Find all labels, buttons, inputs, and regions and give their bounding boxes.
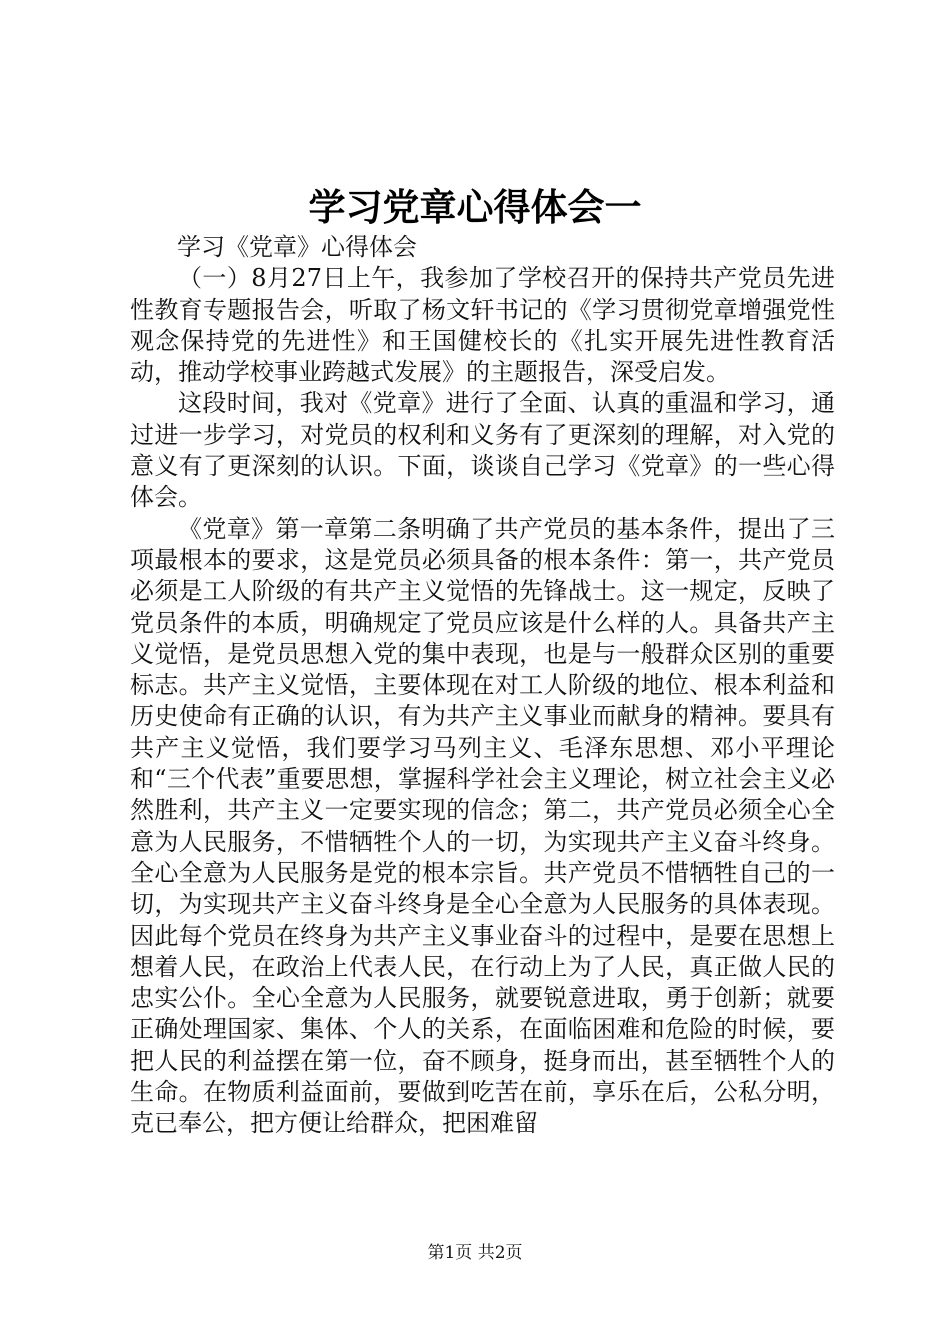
paragraph-3: 《党章》第一章第二条明确了共产党员的基本条件，提出了三项最根本的要求，这是党员必须具备的根本条件：第一，共产党员必须是工人阶级的有共产主义觉悟的先锋战士。这一规定，反映了党员条件的本质，明确规定了党员应该是什么样的人。具备共产主义觉悟，是党员思想入党的集中表现，也是与一般群众区别的重要标志。共产主义觉悟，主要体现在对工人阶级的地位、根本利益和历史使命有正确的认识，有为共产主义事业而献身的精神。要具有共产主义觉悟，我们要学习马列主义、毛泽东思想、邓小平理论和“三个代表”重要思想，掌握科学社会主义理论，树立社会主义必然胜利，共产主义一定要实现的信念；第二，共产党员必须全心全意为人民服务，不惜牺牲个人的一切，为实现共产主义奋斗终身。全心全意为人民服务是党的根本宗旨。共产党员不惜牺牲自己的一切，为实现共产主义奋斗终身是全心全意为人民服务的具体表现。因此每个党员在终身为共产主义事业奋斗的过程中，是要在思想上想着人民，在政治上代表人民，在行动上为了人民，真正做人民的忠实公仆。全心全意为人民服务，就要锐意进取，勇于创新；就要正确处理国家、集体、个人的关系，在面临困难和危险的时候，要把人民的利益摆在第一位，奋不顾身，挺身而出，甚至牺牲个人的生命。在物质利益面前，要做到吃苦在前，享乐在后，公私分明，克已奉公，把方便让给群众，把困难留 xyxy=(130,514,835,1138)
document-subtitle: 学习《党章》心得体会 xyxy=(177,233,417,261)
document-title: 学习党章心得体会一 xyxy=(308,185,642,229)
page-number-footer: 第1页 共2页 xyxy=(427,1243,523,1263)
paragraph-2: 这段时间，我对《党章》进行了全面、认真的重温和学习，通过进一步学习，对党员的权利和义务有了更深刻的理解，对入党的意义有了更深刻的认识。下面，谈谈自己学习《党章》的一些心得体会。 xyxy=(130,389,835,512)
document-body xyxy=(130,232,835,1140)
paragraph-1: （一）8月27日上午，我参加了学校召开的保持共产党员先进性教育专题报告会，听取了杨文轩书记的《学习贯彻党章增强党性观念保持党的先进性》和王国健校长的《扎实开展先进性教育活动，推动学校事业跨越式发展》的主题报告，深受启发。 xyxy=(130,264,835,387)
